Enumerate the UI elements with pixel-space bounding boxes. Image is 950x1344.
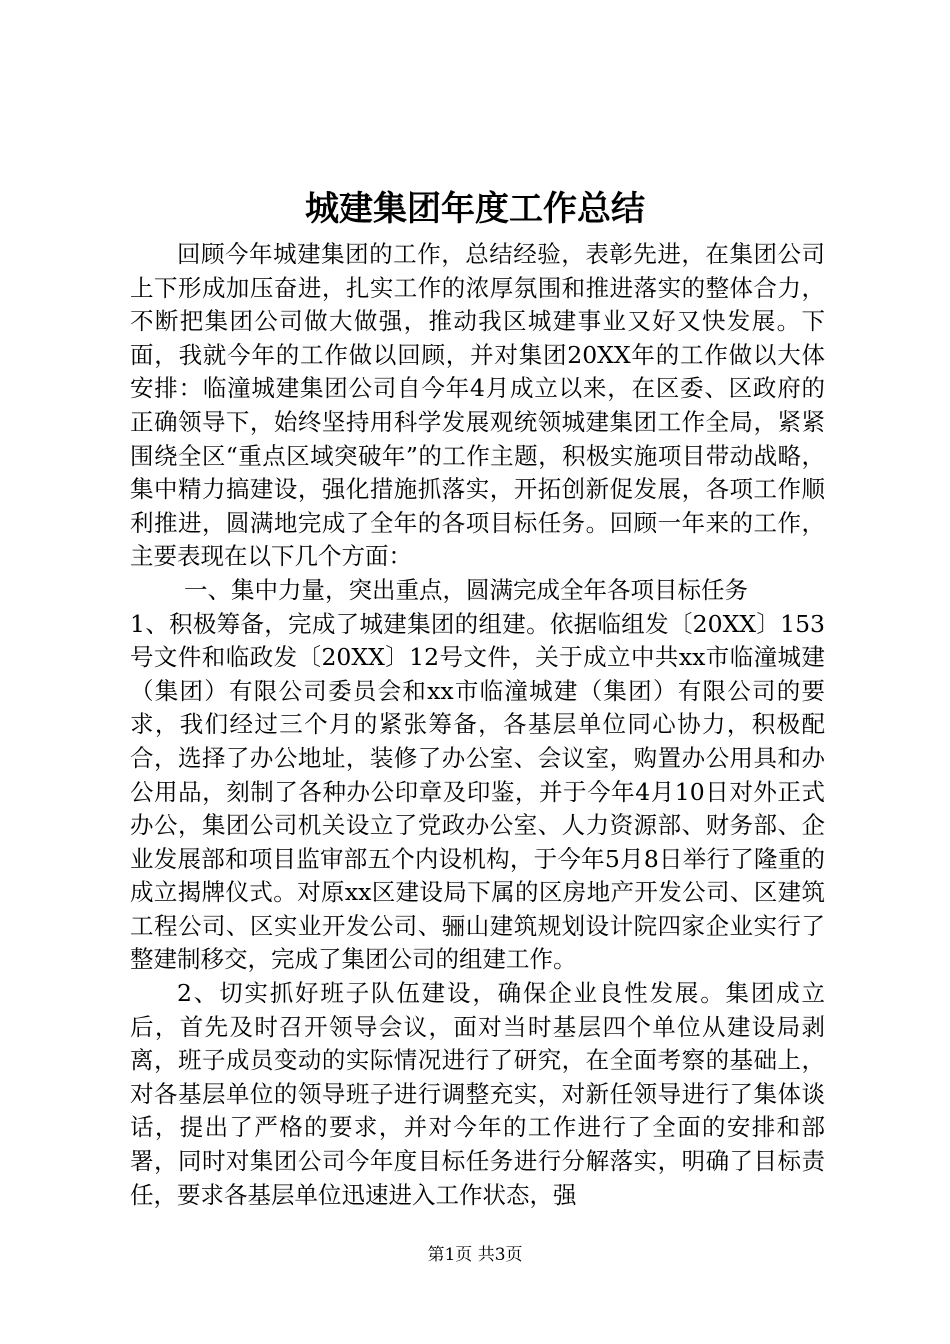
document-body [130, 238, 825, 1212]
document-title: 城建集团年度工作总结 [305, 189, 645, 229]
page-footer: 第1页 共3页 [427, 1245, 523, 1265]
paragraph-item-1: 1、积极筹备，完成了城建集团的组建。依据临组发〔20XX〕153号文件和临政发〔20XX〕12号文件，关于成立中共xx市临潼城建（集团）有限公司委员会和xx市临潼城建（集团）有限公司的要求，我们经过三个月的紧张筹备，各基层单位同心协力，积极配合，选择了办公地址，装修了办公室、会议室，购置办公用具和办公用品，刻制了各种办公印章及印鉴，并于今年4月10日对外正式办公，集团公司机关设立了党政办公室、人力资源部、财务部、企业发展部和项目监审部五个内设机构，于今年5月8日举行了隆重的成立揭牌仪式。对原xx区建设局下属的区房地产开发公司、区建筑工程公司、区实业开发公司、骊山建筑规划设计院四家企业实行了整建制移交，完成了集团公司的组建工作。 [130, 609, 825, 974]
paragraph-intro: 回顾今年城建集团的工作，总结经验，表彰先进，在集团公司上下形成加压奋进，扎实工作的浓厚氛围和推进落实的整体合力，不断把集团公司做大做强，推动我区城建事业又好又快发展。下面，我就今年的工作做以回顾，并对集团20XX年的工作做以大体安排：临潼城建集团公司自今年4月成立以来，在区委、区政府的正确领导下，始终坚持用科学发展观统领城建集团工作全局，紧紧围绕全区“重点区域突破年”的工作主题，积极实施项目带动战略，集中精力搞建设，强化措施抓落实，开拓创新促发展，各项工作顺利推进，圆满地完成了全年的各项目标任务。回顾一年来的工作，主要表现在以下几个方面： [130, 240, 825, 571]
section-heading-1: 一、集中力量，突出重点，圆满完成全年各项目标任务 [184, 575, 749, 604]
paragraph-item-2: 2、切实抓好班子队伍建设，确保企业良性发展。集团成立后，首先及时召开领导会议，面对当时基层四个单位从建设局剥离，班子成员变动的实际情况进行了研究，在全面考察的基础上，对各基层单位的领导班子进行调整充实，对新任领导进行了集体谈话，提出了严格的要求，并对今年的工作进行了全面的安排和部署，同时对集团公司今年度目标任务进行分解落实，明确了目标责任，要求各基层单位迅速进入工作状态，强 [130, 979, 825, 1209]
